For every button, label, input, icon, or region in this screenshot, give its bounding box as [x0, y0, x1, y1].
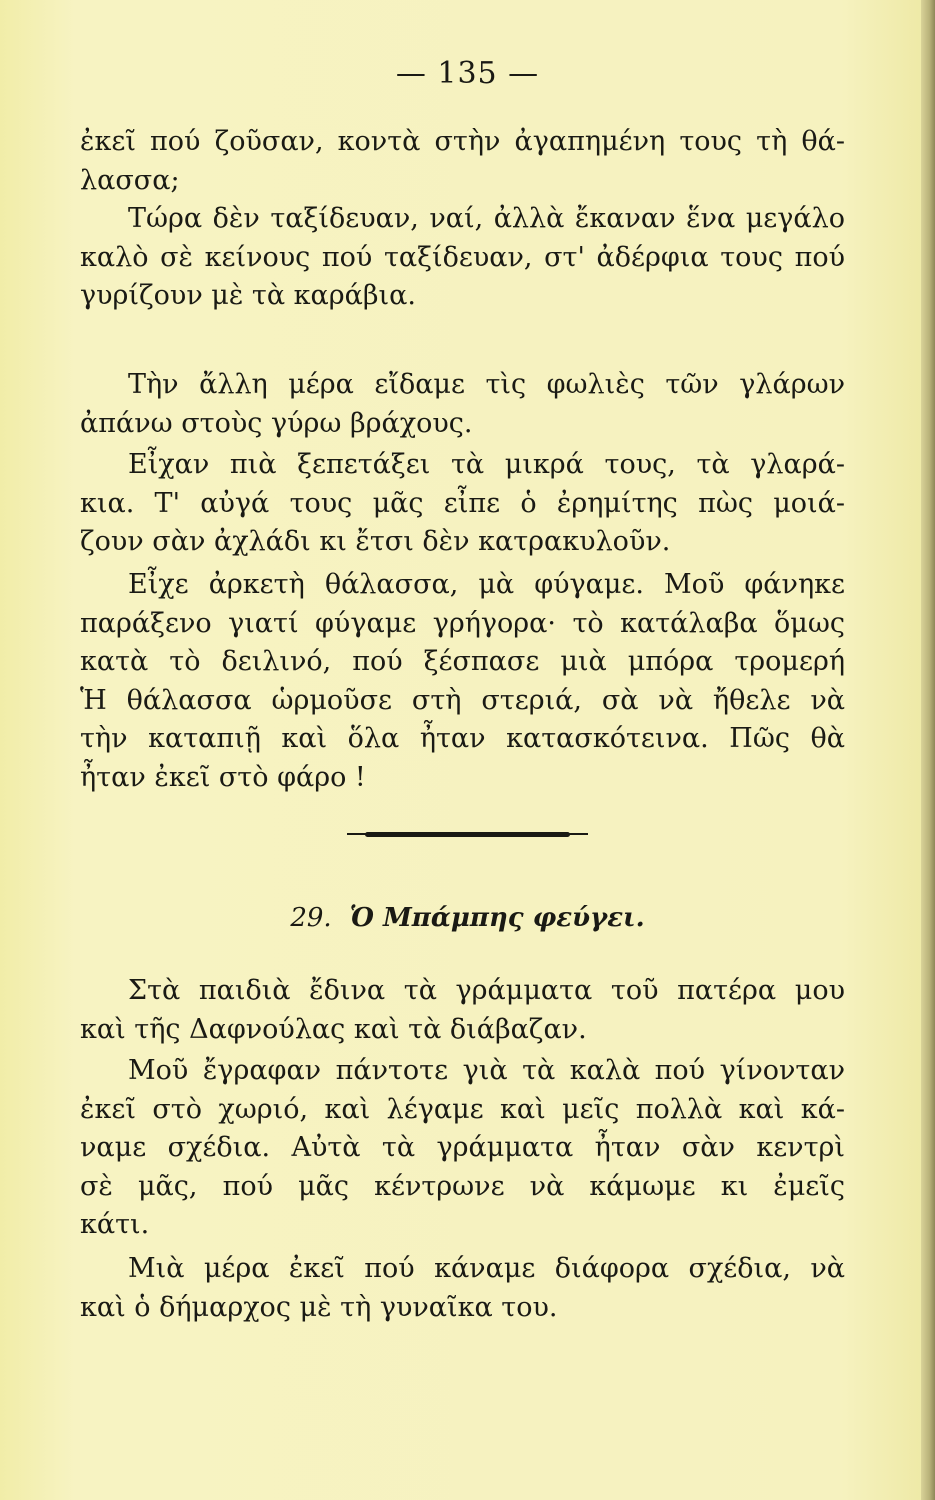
text-line: Τώρα δὲν ταξίδευαν, ναί, ἀλλὰ ἔκαναν ἕνα μεγάλο [128, 203, 845, 234]
section-divider [365, 832, 570, 837]
paragraph [80, 366, 845, 443]
text-line: Τὴν ἄλλη μέρα εἴδαμε τὶς φωλιὲς τῶν γλάρων [128, 369, 845, 400]
text-line: καὶ ὁ δήμαρχος μὲ τὴ γυναῖκα του. [80, 1291, 558, 1323]
text-line: ἀπάνω στοὺς γύρω βράχους. [80, 407, 473, 439]
text-line: τὴν καταπιῇ καὶ ὅλα ἦταν κατασκότεινα. Πῶς θὰ [80, 723, 845, 755]
text-line: Εἶχαν πιὰ ξεπετάξει τὰ μικρά τους, τὰ γλαρά- [128, 449, 845, 480]
text-line: λασσα; [80, 164, 180, 196]
text-line: ἐκεῖ στὸ χωριό, καὶ λέγαμε καὶ μεῖς πολλὰ καὶ κά- [80, 1093, 845, 1125]
paragraph [80, 972, 845, 1049]
text-line: καλὸ σὲ κείνους πού ταξίδευαν, στ' ἀδέρφια τους πού [80, 241, 845, 273]
text-line: καὶ τῆς Δαφνούλας καὶ τὰ διάβαζαν. [80, 1013, 587, 1045]
text-line: Μοῦ ἔγραφαν πάντοτε γιὰ τὰ καλὰ πού γίνονταν [128, 1055, 845, 1086]
chapter-heading [0, 903, 935, 933]
paragraph [80, 200, 845, 316]
text-line: γυρίζουν μὲ τὰ καράβια. [80, 280, 416, 312]
paragraph [80, 446, 845, 562]
text-line: ζουν σὰν ἀχλάδι κι ἔτσι δὲν κατρακυλοῦν. [80, 526, 671, 558]
text-line: κια. Τ' αὐγά τους μᾶς εἶπε ὁ ἐρημίτης πὼς μοιά- [80, 487, 845, 519]
paragraph [80, 1052, 845, 1245]
text-line: παράξενο γιατί φύγαμε γρήγορα· τὸ κατάλαβα ὅμως [80, 607, 845, 639]
paragraph-continuation [80, 123, 845, 200]
text-line: Στὰ παιδιὰ ἔδινα τὰ γράμματα τοῦ πατέρα μου [128, 975, 845, 1006]
text-line: κάτι. [80, 1209, 150, 1241]
chapter-title: Ὁ Μπάμπης φεύγει. [349, 903, 645, 933]
text-line: κατὰ τὸ δειλινό, πού ξέσπασε μιὰ μπόρα τρομερή [80, 646, 845, 678]
text-line: ἦταν ἐκεῖ στὸ φάρο ! [80, 761, 366, 793]
page-number: — 135 — [395, 56, 540, 91]
text-line: Μιὰ μέρα ἐκεῖ πού κάναμε διάφορα σχέδια, νὰ [128, 1253, 845, 1284]
text-line: Ἡ θάλασσα ὡρμοῦσε στὴ στεριά, σὰ νὰ ἤθελε νὰ [80, 684, 845, 716]
page-edge-shadow [921, 0, 935, 1500]
chapter-number: 29. [290, 903, 332, 933]
text-line: σὲ μᾶς, πού μᾶς κέντρωνε νὰ κάμωμε κι ἐμεῖς [80, 1170, 845, 1202]
text-line: Εἶχε ἀρκετὴ θάλασσα, μὰ φύγαμε. Μοῦ φάνηκε [128, 569, 845, 600]
paragraph [80, 1250, 845, 1327]
text-line: ναμε σχέδια. Αὐτὰ τὰ γράμματα ἦταν σὰν κεντρὶ [80, 1132, 845, 1164]
text-line: ἐκεῖ πού ζοῦσαν, κοντὰ στὴν ἀγαπημένη τους τὴ θά- [80, 126, 845, 157]
paragraph [80, 566, 845, 798]
